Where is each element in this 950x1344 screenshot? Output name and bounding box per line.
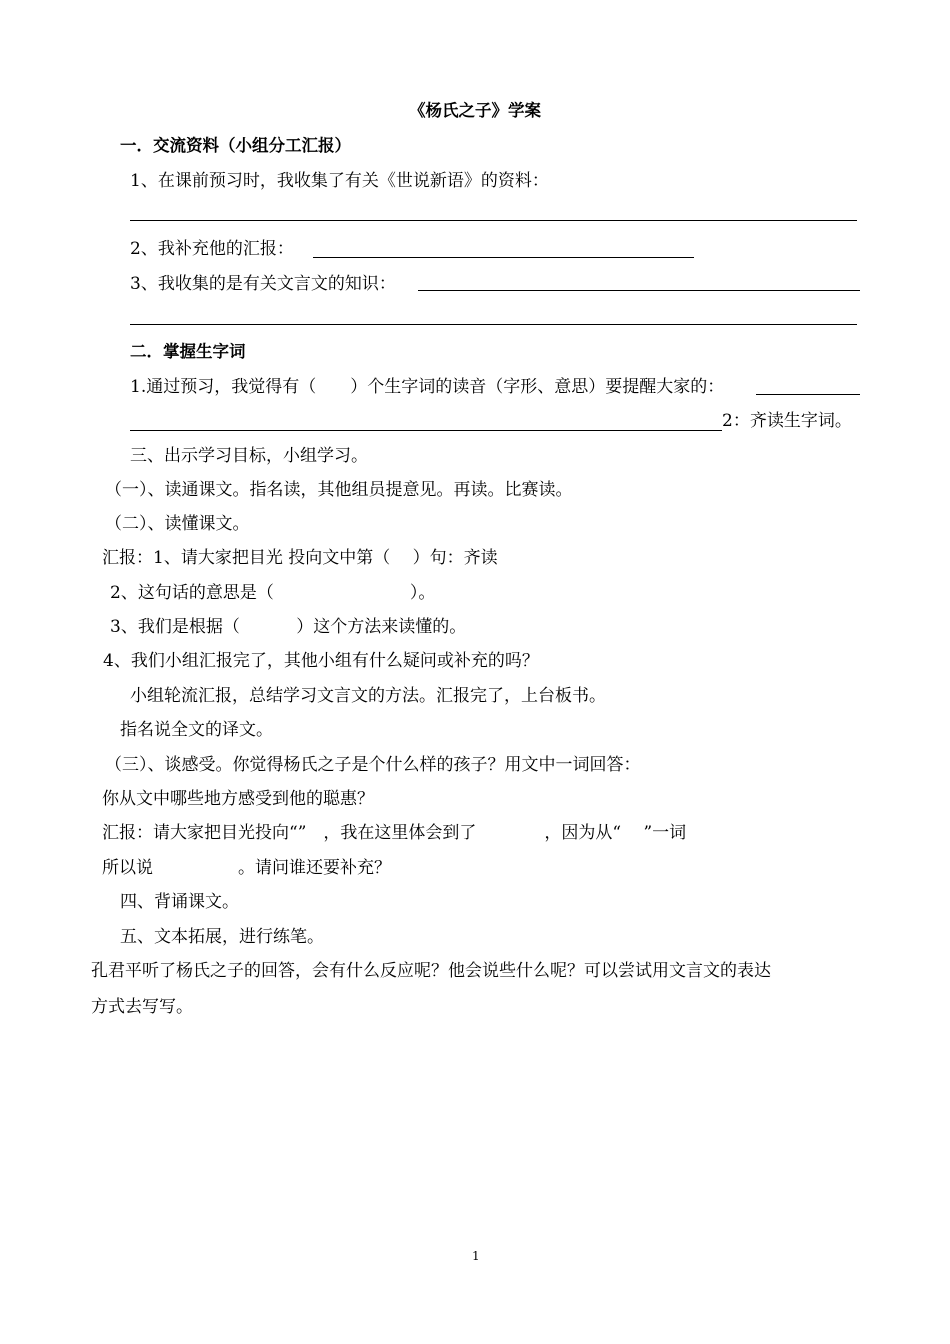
sec3-p4: 2、这句话的意思是（ ）。 <box>110 583 436 603</box>
answer-line <box>130 220 857 221</box>
sec1-item3: 3、我收集的是有关文言文的知识： <box>130 274 396 294</box>
sec3-p7: 小组轮流汇报，总结学习文言文的方法。汇报完了，上台板书。 <box>130 686 606 706</box>
section-1-heading: 一．交流资料（小组分工汇报） <box>120 136 351 155</box>
section-2-heading: 二．掌握生字词 <box>130 342 246 361</box>
section-5-heading: 五、文本拓展，进行练笔。 <box>120 927 324 947</box>
sec5-p2: 方式去写写。 <box>91 997 193 1017</box>
page-title: 《杨氏之子》学案 <box>409 101 541 120</box>
section-3-heading: 三、出示学习目标，小组学习。 <box>130 446 368 466</box>
sec3-p10: 你从文中哪些地方感受到他的聪惠？ <box>102 789 374 809</box>
sec3-p2: （二）、读懂课文。 <box>105 514 250 534</box>
answer-line <box>130 430 722 431</box>
answer-line <box>756 394 860 395</box>
sec3-p6: 4、我们小组汇报完了，其他小组有什么疑问或补充的吗？ <box>103 651 539 671</box>
sec2-item2: 2：齐读生字词。 <box>722 411 852 431</box>
answer-line <box>130 324 857 325</box>
sec1-item2: 2、我补充他的汇报： <box>130 239 294 259</box>
sec3-p3: 汇报：1、请大家把目光 投向文中第（ ）句：齐读 <box>102 548 498 568</box>
answer-line <box>418 290 860 291</box>
sec3-p11: 汇报：请大家把目光投向“” ，我在这里体会到了 ，因为从“ ”一词 <box>102 823 687 843</box>
sec3-p5: 3、我们是根据（ ）这个方法来读懂的。 <box>110 617 467 637</box>
sec5-p1: 孔君平听了杨氏之子的回答，会有什么反应呢？他会说些什么呢？可以尝试用文言文的表达 <box>91 961 771 981</box>
sec3-p1: （一）、读通课文。指名读，其他组员提意见。再读。比赛读。 <box>105 480 573 500</box>
sec2-item1: 1.通过预习，我觉得有（ ）个生字词的读音（字形、意思）要提醒大家的： <box>130 377 725 397</box>
page-number: 1 <box>472 1249 480 1263</box>
answer-line <box>313 257 694 258</box>
sec1-item1: 1、在课前预习时，我收集了有关《世说新语》的资料： <box>130 171 549 191</box>
sec3-p8: 指名说全文的译文。 <box>120 720 273 740</box>
sec3-p9: （三）、谈感受。你觉得杨氏之子是个什么样的孩子？用文中一词回答： <box>105 755 641 775</box>
sec3-p12: 所以说 。请问谁还要补充？ <box>102 858 391 878</box>
section-4-heading: 四、背诵课文。 <box>120 892 239 912</box>
